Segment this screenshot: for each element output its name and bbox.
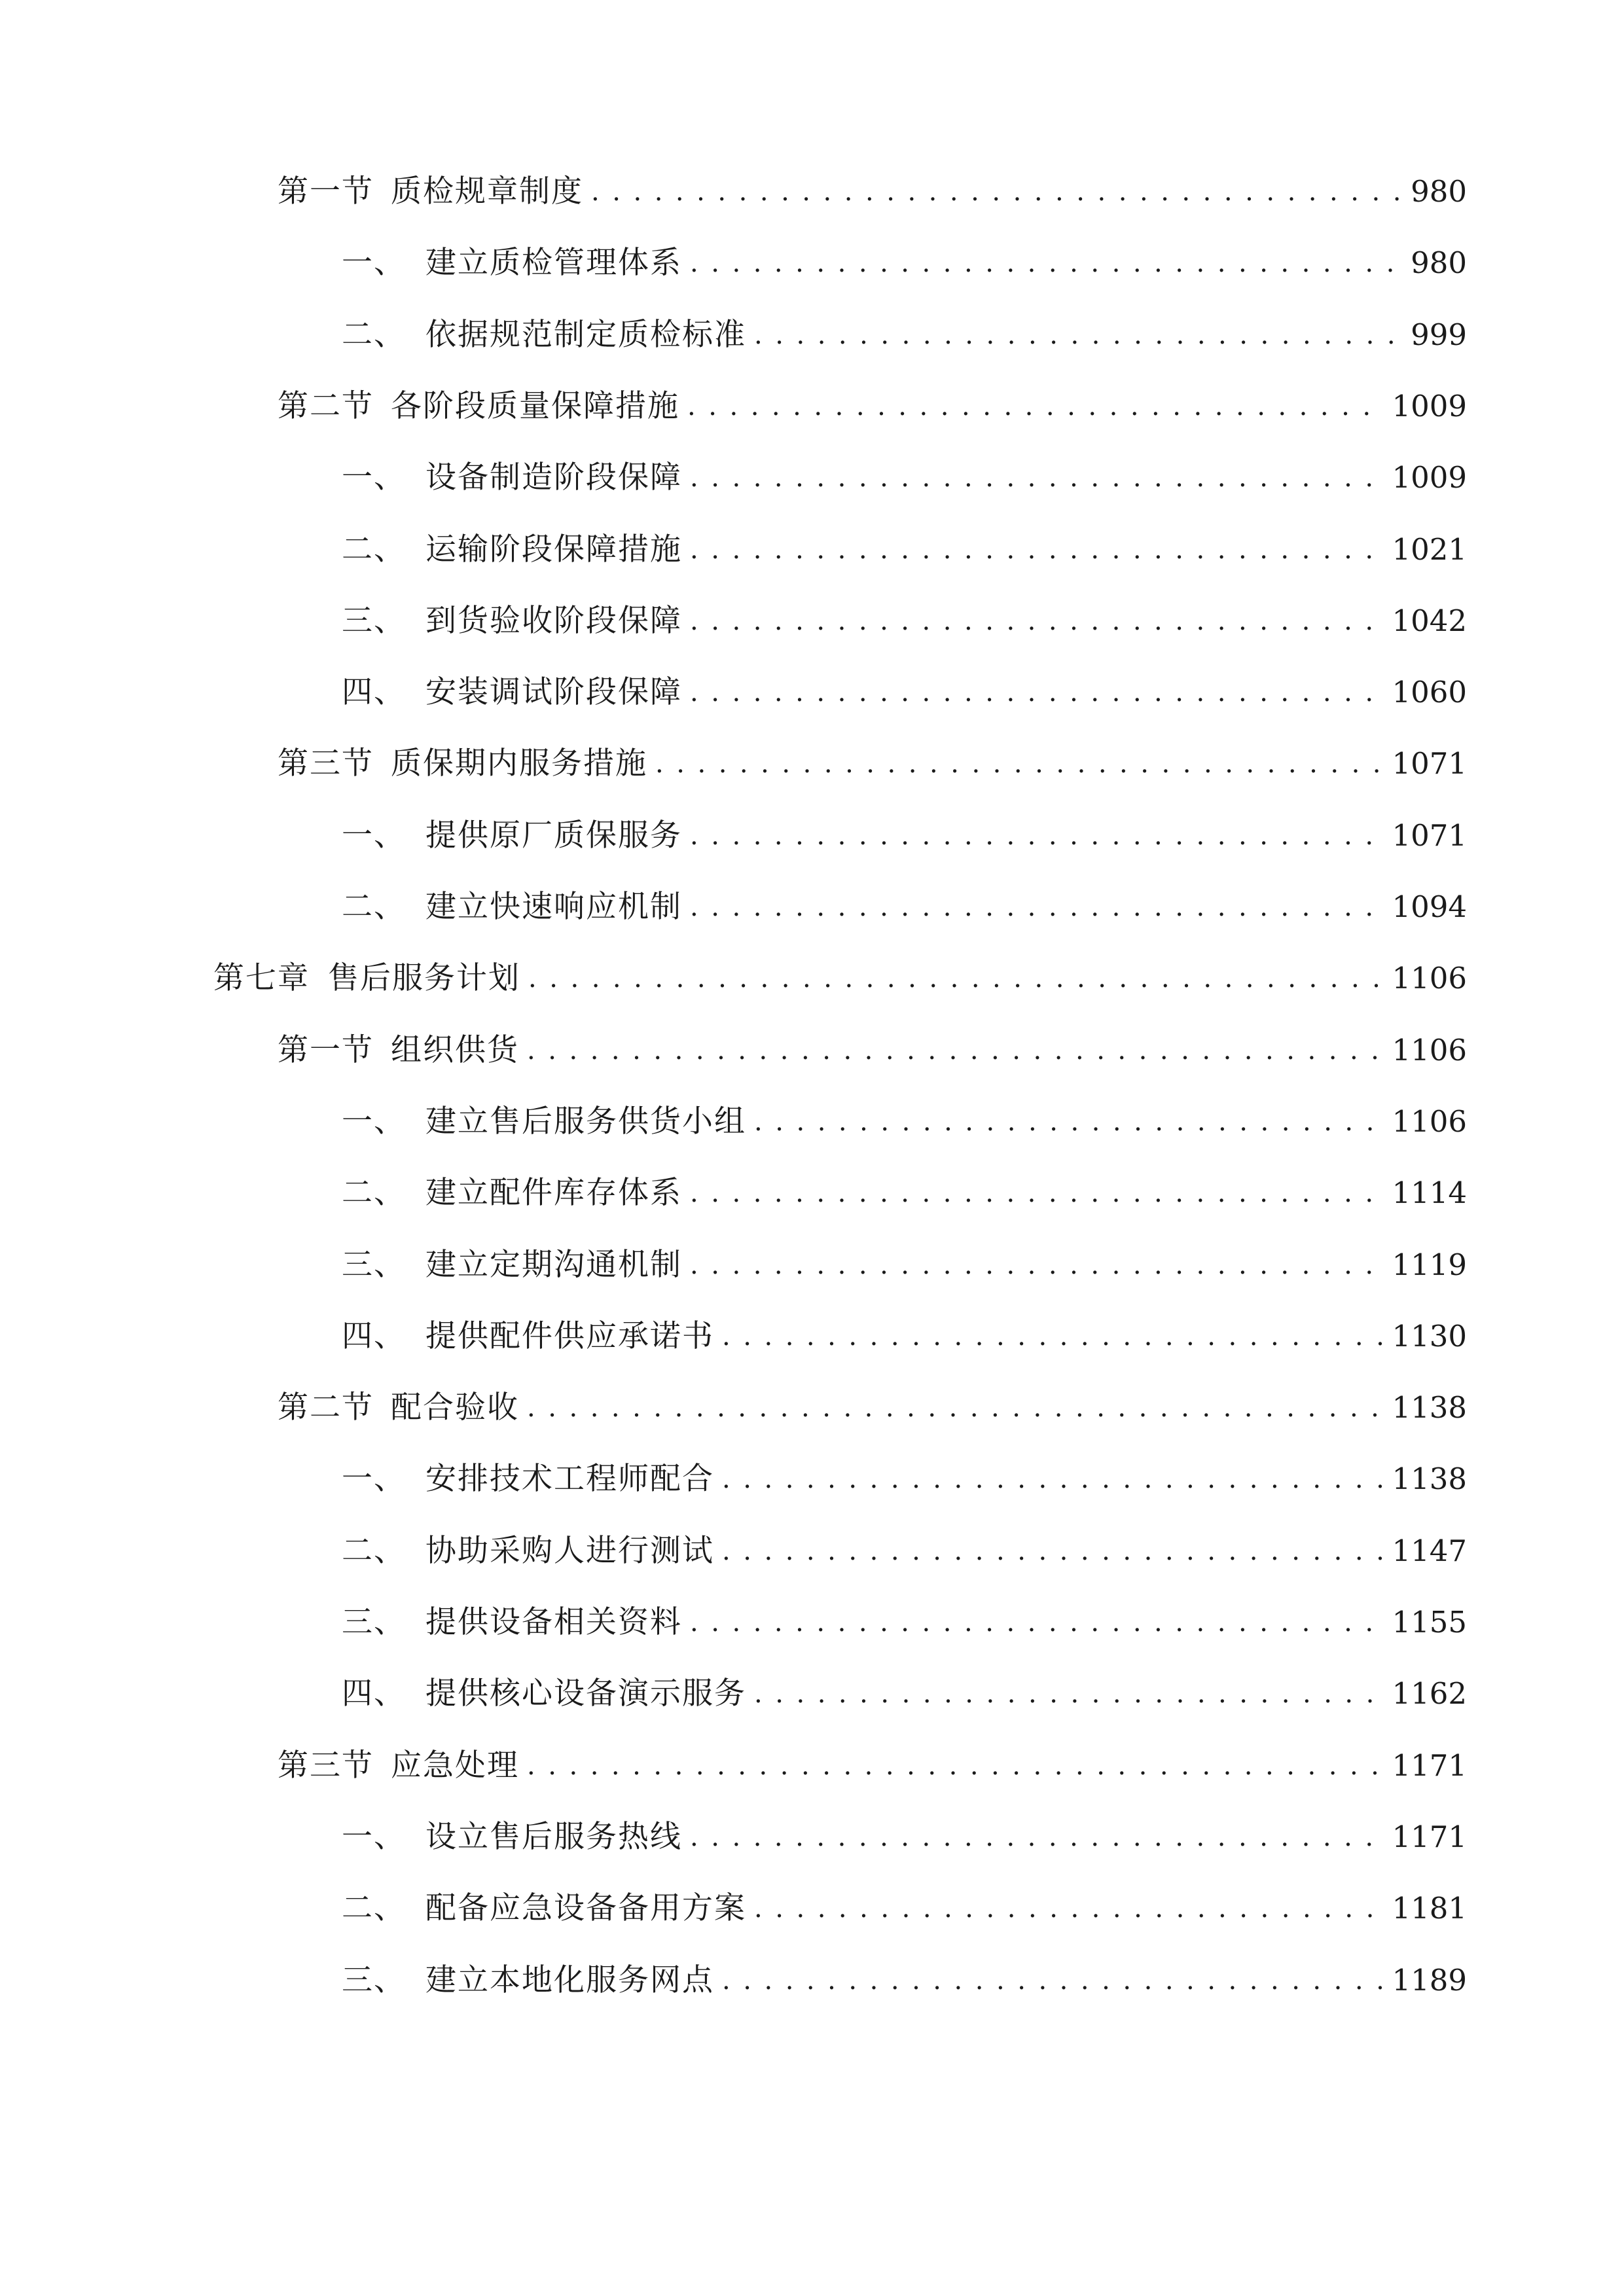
toc-entry-title: 安排技术工程师配合 <box>425 1461 714 1497</box>
toc-dot-leader <box>527 1024 1382 1077</box>
toc-dot-leader <box>690 666 1382 719</box>
toc-entry-title: 运输阶段保障措施 <box>425 531 682 567</box>
toc-entry-number: 二、 <box>342 1890 406 1926</box>
toc-entry-page-number: 980 <box>1411 174 1467 209</box>
toc-entry-number: 一、 <box>342 1103 406 1139</box>
toc-entry-number: 第三节 <box>278 745 374 781</box>
toc-entry-page-number: 1009 <box>1392 389 1467 423</box>
toc-entry-item[interactable] <box>342 881 1467 933</box>
toc-entry-page-number: 1130 <box>1392 1319 1467 1354</box>
toc-entry-section[interactable] <box>278 738 1467 790</box>
toc-dot-leader <box>722 1525 1382 1577</box>
toc-entry-title: 提供原厂质保服务 <box>425 817 682 853</box>
toc-entry-item[interactable] <box>342 1525 1467 1577</box>
toc-entry-number: 二、 <box>342 317 406 353</box>
toc-entry-title: 建立售后服务供货小组 <box>425 1103 746 1139</box>
toc-dot-leader <box>655 738 1382 790</box>
toc-dot-leader <box>527 1740 1382 1792</box>
toc-entry-number: 二、 <box>342 531 406 567</box>
toc-entry-page-number: 1060 <box>1392 675 1467 709</box>
toc-entry-section[interactable] <box>278 380 1467 433</box>
toc-entry-number: 第三节 <box>278 1748 374 1784</box>
toc-entry-section[interactable] <box>278 1024 1467 1077</box>
toc-entry-number: 二、 <box>342 889 406 925</box>
toc-entry-chapter[interactable] <box>213 952 1467 1005</box>
toc-entry-item[interactable] <box>342 1954 1467 2007</box>
toc-dot-leader <box>527 1382 1382 1434</box>
toc-entry-title: 建立定期沟通机制 <box>425 1247 682 1283</box>
toc-dot-leader <box>690 595 1382 647</box>
toc-entry-page-number: 1138 <box>1392 1390 1467 1425</box>
toc-entry-title: 配合验收 <box>391 1390 519 1426</box>
toc-entry-page-number: 1114 <box>1392 1175 1467 1210</box>
toc-entry-number: 一、 <box>342 1461 406 1497</box>
toc-dot-leader <box>754 309 1401 361</box>
toc-dot-leader <box>690 1167 1382 1219</box>
toc-dot-leader <box>754 1096 1382 1148</box>
toc-entry-page-number: 1171 <box>1392 1820 1467 1854</box>
toc-entry-page-number: 1138 <box>1392 1462 1467 1496</box>
toc-entry-page-number: 1162 <box>1392 1676 1467 1711</box>
toc-entry-item[interactable] <box>342 1811 1467 1863</box>
toc-dot-leader <box>528 952 1382 1005</box>
toc-entry-title: 建立快速响应机制 <box>425 889 682 925</box>
toc-entry-title: 配备应急设备备用方案 <box>425 1890 746 1926</box>
toc-dot-leader <box>690 881 1382 933</box>
toc-dot-leader <box>690 810 1382 862</box>
toc-entry-page-number: 1009 <box>1392 460 1467 495</box>
toc-entry-page-number: 1071 <box>1392 818 1467 853</box>
toc-entry-title: 质保期内服务措施 <box>391 745 647 781</box>
toc-entry-item[interactable] <box>342 309 1467 361</box>
toc-entry-page-number: 980 <box>1411 245 1467 280</box>
toc-entry-page-number: 1147 <box>1392 1534 1467 1568</box>
toc-dot-leader <box>722 1453 1382 1505</box>
toc-entry-title: 建立本地化服务网点 <box>425 1962 714 1998</box>
toc-entry-page-number: 1094 <box>1392 889 1467 924</box>
toc-dot-leader <box>754 1668 1382 1720</box>
toc-entry-number: 四、 <box>342 1318 406 1354</box>
toc-entry-item[interactable] <box>342 810 1467 862</box>
toc-dot-leader <box>690 524 1382 576</box>
toc-entry-number: 二、 <box>342 1175 406 1211</box>
toc-entry-item[interactable] <box>342 524 1467 576</box>
toc-entry-number: 一、 <box>342 817 406 853</box>
toc-entry-page-number: 1021 <box>1392 532 1467 567</box>
toc-dot-leader <box>687 380 1382 433</box>
toc-entry-item[interactable] <box>342 1096 1467 1148</box>
toc-entry-page-number: 1171 <box>1392 1748 1467 1783</box>
toc-entry-title: 依据规范制定质检标准 <box>425 317 746 353</box>
toc-entry-number: 四、 <box>342 674 406 710</box>
toc-dot-leader <box>690 1596 1382 1649</box>
toc-entry-page-number: 999 <box>1411 317 1467 352</box>
toc-entry-page-number: 1106 <box>1392 1104 1467 1139</box>
toc-dot-leader <box>591 166 1401 218</box>
toc-entry-item[interactable] <box>342 666 1467 719</box>
toc-entry-page-number: 1106 <box>1392 1033 1467 1067</box>
toc-dot-leader <box>690 1239 1382 1291</box>
toc-entry-item[interactable] <box>342 1596 1467 1649</box>
toc-entry-item[interactable] <box>342 237 1467 289</box>
toc-dot-leader <box>690 452 1382 504</box>
toc-entry-page-number: 1071 <box>1392 746 1467 781</box>
toc-entry-title: 组织供货 <box>391 1032 519 1068</box>
toc-entry-item[interactable] <box>342 452 1467 504</box>
toc-entry-number: 第二节 <box>278 1390 374 1426</box>
toc-entry-title: 各阶段质量保障措施 <box>391 388 679 424</box>
toc-entry-title: 到货验收阶段保障 <box>425 603 682 639</box>
toc-entry-item[interactable] <box>342 1310 1467 1363</box>
toc-entry-number: 三、 <box>342 1604 406 1640</box>
toc-entry-title: 提供核心设备演示服务 <box>425 1676 746 1712</box>
toc-entry-section[interactable] <box>278 1740 1467 1792</box>
toc-entry-item[interactable] <box>342 1882 1467 1935</box>
toc-entry-number: 第一节 <box>278 1032 374 1068</box>
toc-entry-title: 售后服务计划 <box>328 960 520 996</box>
toc-dot-leader <box>722 1310 1382 1363</box>
toc-entry-number: 一、 <box>342 245 406 281</box>
toc-dot-leader <box>722 1954 1382 2007</box>
toc-entry-item[interactable] <box>342 1453 1467 1505</box>
toc-entry-item[interactable] <box>342 595 1467 647</box>
toc-entry-title: 安装调试阶段保障 <box>425 674 682 710</box>
toc-entry-page-number: 1119 <box>1392 1247 1467 1282</box>
toc-entry-number: 二、 <box>342 1533 406 1569</box>
toc-entry-number: 四、 <box>342 1676 406 1712</box>
toc-entry-number: 三、 <box>342 603 406 639</box>
toc-entry-title: 提供配件供应承诺书 <box>425 1318 714 1354</box>
toc-entry-page-number: 1155 <box>1392 1605 1467 1640</box>
toc-entry-number: 第七章 <box>213 960 310 996</box>
toc-dot-leader <box>754 1882 1382 1935</box>
toc-entry-page-number: 1042 <box>1392 603 1467 638</box>
toc-entry-item[interactable] <box>342 1167 1467 1219</box>
toc-entry-item[interactable] <box>342 1239 1467 1291</box>
toc-entry-page-number: 1189 <box>1392 1963 1467 1998</box>
toc-entry-section[interactable] <box>278 1382 1467 1434</box>
toc-entry-number: 一、 <box>342 459 406 495</box>
toc-entry-number: 三、 <box>342 1247 406 1283</box>
toc-entry-title: 设备制造阶段保障 <box>425 459 682 495</box>
toc-entry-number: 第二节 <box>278 388 374 424</box>
toc-entry-title: 建立质检管理体系 <box>425 245 682 281</box>
toc-entry-number: 三、 <box>342 1962 406 1998</box>
toc-dot-leader <box>690 237 1401 289</box>
toc-entry-number: 第一节 <box>278 173 374 209</box>
toc-dot-leader <box>690 1811 1382 1863</box>
toc-entry-title: 质检规章制度 <box>391 173 583 209</box>
toc-entry-title: 建立配件库存体系 <box>425 1175 682 1211</box>
toc-entry-page-number: 1181 <box>1392 1891 1467 1926</box>
toc-entry-title: 应急处理 <box>391 1748 519 1784</box>
toc-entry-title: 设立售后服务热线 <box>425 1819 682 1855</box>
toc-entry-page-number: 1106 <box>1392 961 1467 996</box>
toc-entry-item[interactable] <box>342 1668 1467 1720</box>
toc-entry-title: 提供设备相关资料 <box>425 1604 682 1640</box>
toc-entry-section[interactable] <box>278 166 1467 218</box>
toc-entry-title: 协助采购人进行测试 <box>425 1533 714 1569</box>
toc-entry-number: 一、 <box>342 1819 406 1855</box>
